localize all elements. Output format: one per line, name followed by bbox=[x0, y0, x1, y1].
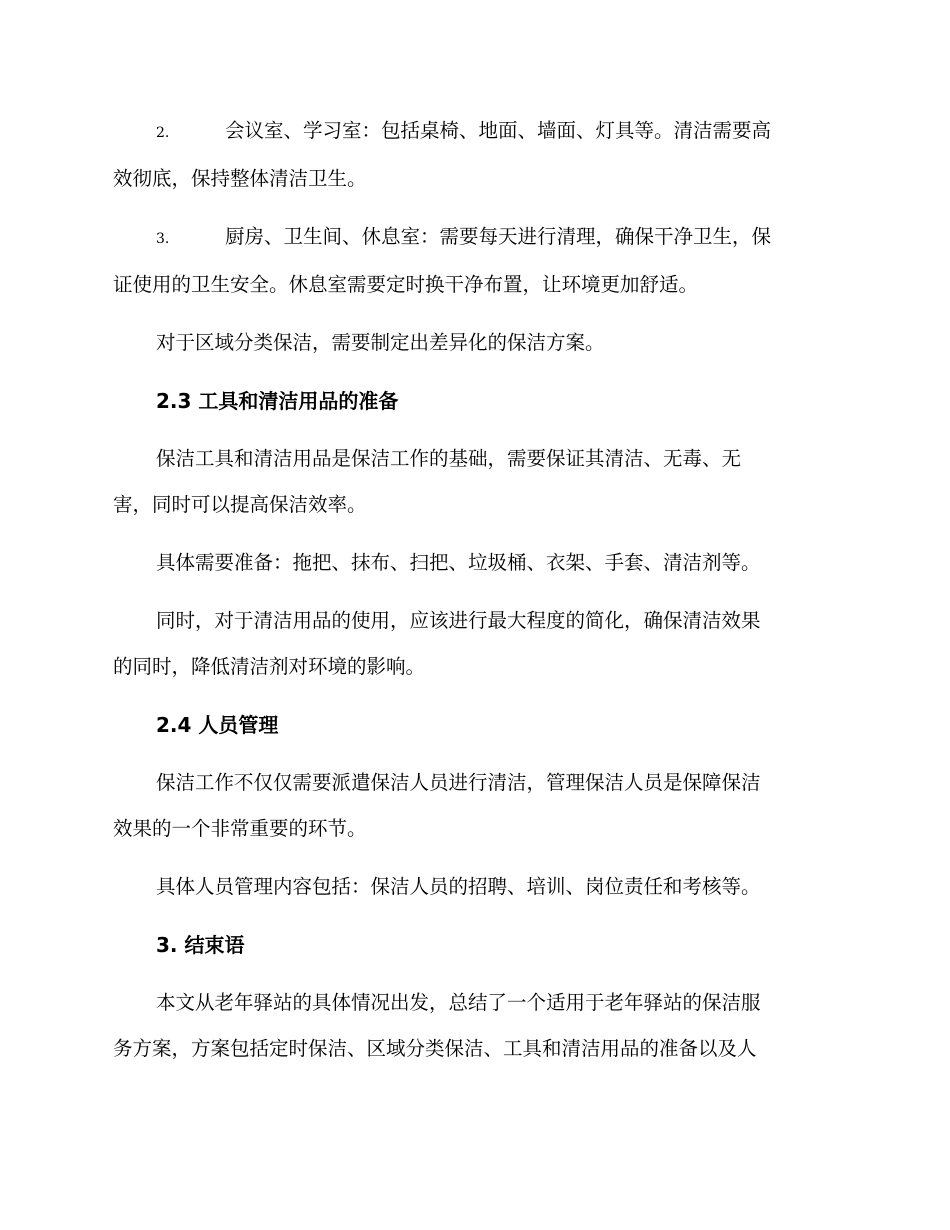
paragraph-staff-list: 具体人员管理内容包括：保洁人员的招聘、培训、岗位责任和考核等。 bbox=[156, 875, 761, 898]
document-page bbox=[113, 108, 835, 1072]
section-heading-2-4: 2.4 人员管理 bbox=[156, 713, 279, 737]
list-number: 3. bbox=[156, 231, 170, 247]
list-item-line: 3. 厨房、卫生间、休息室：需要每天进行清理，确保干净卫生，保 bbox=[113, 214, 835, 262]
paragraph-tools: 保洁工具和清洁用品是保洁工作的基础，需要保证其清洁、无毒、无 害，同时可以提高保洁效率。 bbox=[113, 447, 742, 516]
list-item-2 bbox=[113, 108, 835, 202]
paragraph-staff: 保洁工作不仅仅需要派遣保洁人员进行清洁，管理保洁人员是保障保洁 效果的一个非常重要的环节。 bbox=[113, 771, 761, 840]
list-item-line: 2. 会议室、学习室：包括桌椅、地面、墙面、灯具等。清洁需要高 bbox=[113, 108, 835, 156]
list-number: 2. bbox=[156, 125, 170, 141]
section-heading-3: 3. 结束语 bbox=[156, 933, 245, 957]
paragraph-zone-summary: 对于区域分类保洁，需要制定出差异化的保洁方案。 bbox=[156, 331, 605, 354]
section-heading-2-3: 2.3 工具和清洁用品的准备 bbox=[156, 389, 399, 413]
list-item-line: 效彻底，保持整体清洁卫生。 bbox=[113, 167, 367, 190]
list-item-line: 证使用的卫生安全。休息室需要定时换干净布置，让环境更加舒适。 bbox=[113, 273, 699, 296]
paragraph-conclusion: 本文从老年驿站的具体情况出发，总结了一个适用于老年驿站的保洁服 务方案，方案包括定时保洁、区域分类保洁、工具和清洁用品的准备以及人 bbox=[113, 991, 761, 1060]
list-item-3 bbox=[113, 214, 835, 308]
paragraph-tools-list: 具体需要准备：拖把、抹布、扫把、垃圾桶、衣架、手套、清洁剂等。 bbox=[156, 551, 761, 574]
paragraph-simplify: 同时，对于清洁用品的使用，应该进行最大程度的简化，确保清洁效果 的同时，降低清洁剂对环境的影响。 bbox=[113, 609, 761, 678]
